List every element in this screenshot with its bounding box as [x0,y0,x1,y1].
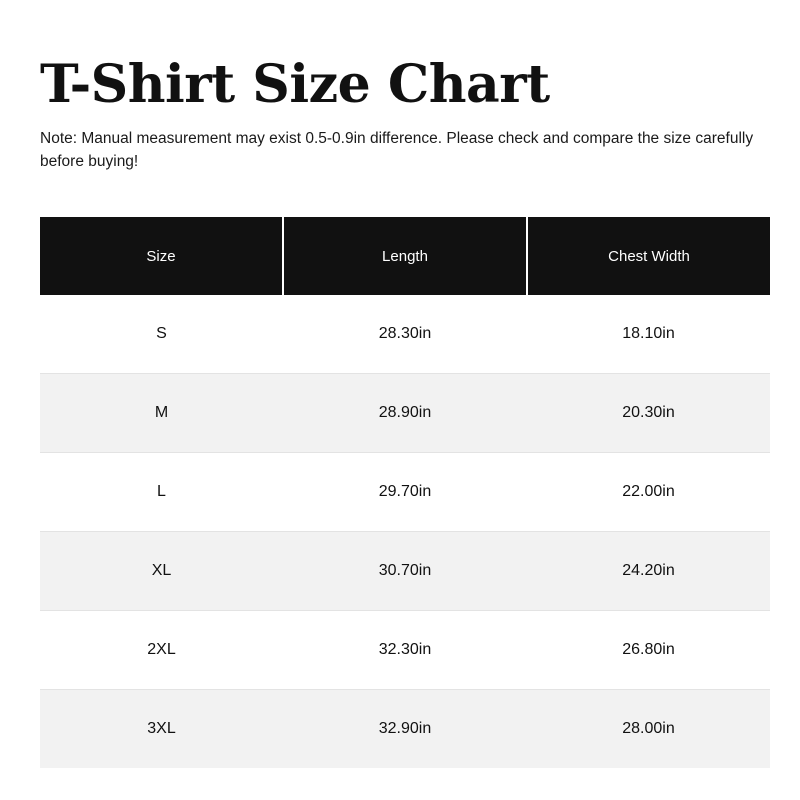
cell-size: M [40,374,283,453]
column-header-chest-width: Chest Width [527,217,770,295]
column-header-length: Length [283,217,527,295]
table-row [40,453,770,532]
size-table [40,217,770,768]
cell-length: 30.70in [283,532,527,611]
cell-size: 3XL [40,690,283,769]
cell-size: XL [40,532,283,611]
column-header-size: Size [40,217,283,295]
cell-size: S [40,295,283,374]
size-table-head [40,217,770,295]
table-row [40,690,770,769]
table-row [40,374,770,453]
cell-chest-width: 28.00in [527,690,770,769]
size-table-body [40,295,770,768]
cell-length: 32.30in [283,611,527,690]
table-header-row [40,217,770,295]
cell-chest-width: 26.80in [527,611,770,690]
measurement-note: Note: Manual measurement may exist 0.5-0.9in difference. Please check and compare the size carefully before buying! [40,129,754,170]
cell-length: 29.70in [283,453,527,532]
cell-chest-width: 24.20in [527,532,770,611]
cell-chest-width: 20.30in [527,374,770,453]
table-row [40,295,770,374]
cell-size: 2XL [40,611,283,690]
cell-length: 32.90in [283,690,527,769]
size-table-container [40,217,760,768]
table-row [40,532,770,611]
cell-length: 28.30in [283,295,527,374]
page-title: T-Shirt Size Chart [40,54,550,115]
cell-chest-width: 18.10in [527,295,770,374]
cell-chest-width: 22.00in [527,453,770,532]
table-row [40,611,770,690]
cell-length: 28.90in [283,374,527,453]
cell-size: L [40,453,283,532]
